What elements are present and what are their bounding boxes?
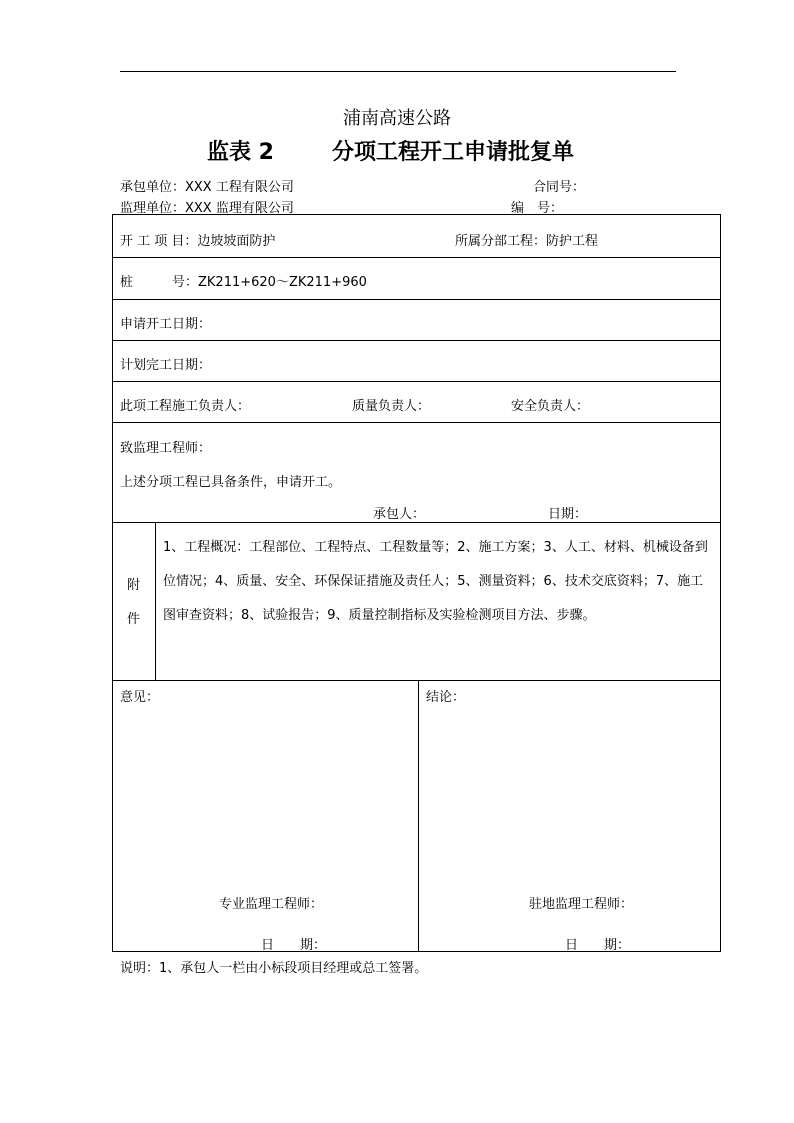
project-name: 浦南高速公路 <box>343 108 451 129</box>
form-title <box>207 135 574 166</box>
row-responsible <box>113 382 720 423</box>
opinion-label: 意见： <box>120 690 160 705</box>
attachment-divider <box>155 523 156 680</box>
resident-engineer: 驻地监理工程师： <box>529 897 634 912</box>
project-item: 开 工 项 目：边坡坡面防护 <box>120 234 276 249</box>
row-apply-date <box>113 300 720 341</box>
conclusion-date: 日 期： <box>565 938 631 953</box>
opinion-date: 日 期： <box>261 938 327 953</box>
header-rule <box>120 71 676 72</box>
row-application <box>113 423 720 523</box>
planned-finish-date: 计划完工日期： <box>120 358 212 373</box>
attachment-label-2: 件 <box>127 612 141 627</box>
contractor-signature: 承包人： <box>373 507 426 522</box>
form-number: 监表 2 <box>207 140 274 165</box>
form-title-text: 分项工程开工申请批复单 <box>331 140 574 165</box>
opinion-divider <box>418 681 419 952</box>
serial-number: 编 号： <box>511 201 564 216</box>
application-date: 日期： <box>548 507 588 522</box>
contract-number: 合同号： <box>533 180 586 195</box>
contractor-unit: 承包单位：XXX 工程有限公司 <box>120 180 294 195</box>
row-attachments <box>113 523 720 681</box>
safety-head: 安全负责人： <box>511 399 590 414</box>
stake-number: 桩 号：ZK211+620～ZK211+960 <box>120 275 367 290</box>
conclusion-label: 结论： <box>426 690 466 705</box>
ready-statement: 上述分项工程已具备条件，申请开工。 <box>120 475 342 490</box>
division-project: 所属分部工程：防护工程 <box>455 234 599 249</box>
footnote: 说明：1、承包人一栏由小标段项目经理或总工签署。 <box>120 961 428 976</box>
attachment-label-1: 附 <box>127 578 141 593</box>
to-engineer: 致监理工程师： <box>120 441 212 456</box>
row-stake <box>113 258 720 300</box>
row-plan-date <box>113 341 720 382</box>
quality-head: 质量负责人： <box>352 399 431 414</box>
row-project-item <box>113 215 720 258</box>
specialist-engineer: 专业监理工程师： <box>219 897 324 912</box>
attachment-list: 1、工程概况：工程部位、工程特点、工程数量等；2、施工方案；3、人工、材料、机械设备到位情况；4、质量、安全、环保保证措施及责任人；5、测量资料；6、技术交底资料；7、施工图审查资料；8、试验报告；9、质量控制指标及实验检测项目方法、步骤。 <box>163 540 708 623</box>
apply-start-date: 申请开工日期： <box>120 317 212 332</box>
construction-head: 此项工程施工负责人： <box>120 399 251 414</box>
application-form-table <box>112 214 721 952</box>
supervision-unit: 监理单位：XXX 监理有限公司 <box>120 201 294 216</box>
